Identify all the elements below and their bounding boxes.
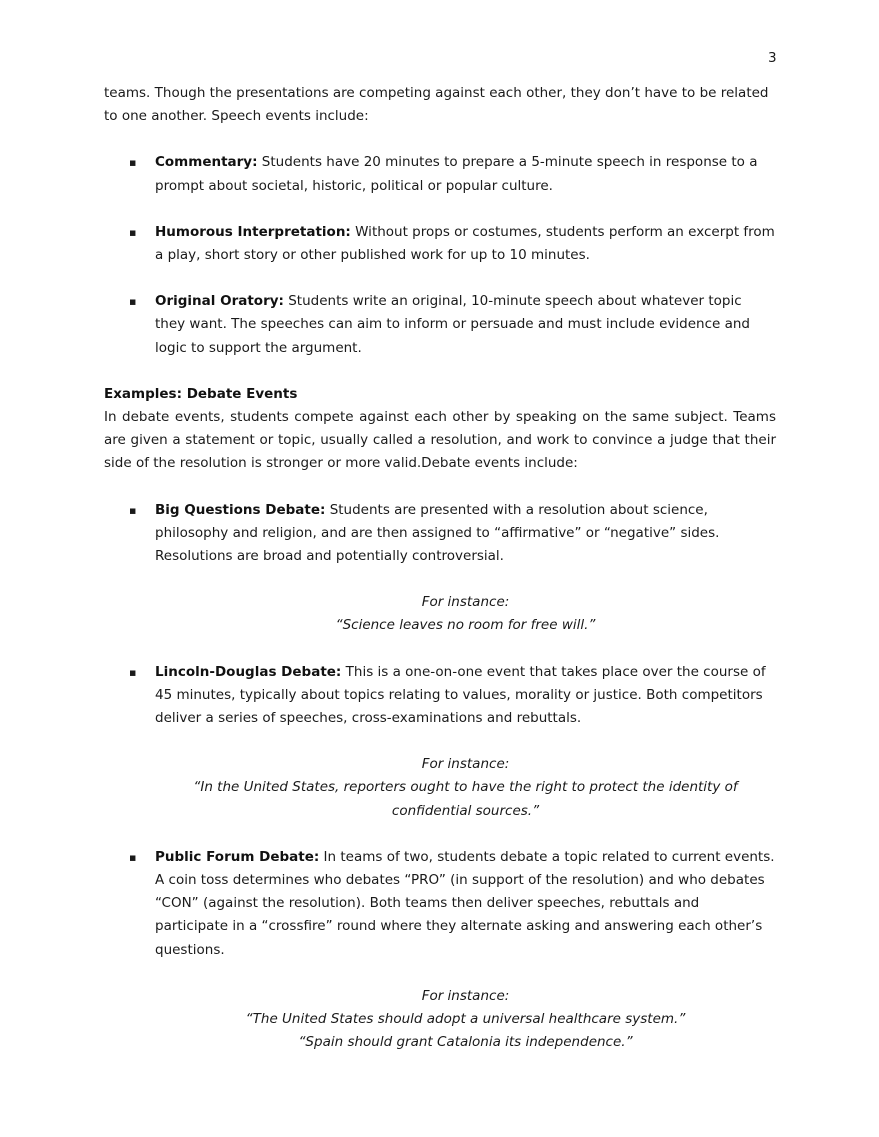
instance-quote: “The United States should adopt a universal healthcare system.” bbox=[245, 1011, 686, 1028]
list-item bbox=[104, 290, 776, 360]
debate-section bbox=[104, 383, 776, 476]
debate-intro-paragraph: In debate events, students compete against each other by speaking on the same subject. Teams are given a statement or topic, usually called a resolution, and work to convince a judge that their side of the resolution is stronger or more valid.Debate events include: bbox=[104, 409, 776, 472]
bullet-icon: ▪ bbox=[129, 503, 137, 517]
instance-quote: “Science leaves no room for free will.” bbox=[335, 617, 596, 634]
debate-events-list bbox=[104, 499, 776, 569]
event-description: Students are presented with a resolution about science, philosophy and religion, and are then assigned to “affirmative” or “negative” sides. Resolutions are broad and potentially controversial. bbox=[155, 501, 720, 565]
bullet-icon: ▪ bbox=[129, 156, 137, 170]
debate-events-list bbox=[104, 661, 776, 731]
list-item bbox=[104, 221, 776, 267]
instance-quote: “In the United States, reporters ought to have the right to protect the identity of confidential sources.” bbox=[193, 779, 738, 819]
list-item bbox=[104, 846, 776, 962]
instance-block bbox=[104, 753, 776, 823]
event-description: This is a one-on-one event that takes place over the course of 45 minutes, typically about topics relating to values, morality or justice. Both competitors deliver a series of speeches, cross-examinations and rebuttals. bbox=[155, 663, 766, 727]
speech-events-list bbox=[104, 151, 776, 359]
event-description: In teams of two, students debate a topic related to current events. A coin toss determines who debates “PRO” (in support of the resolution) and who debates “CON” (against the resolution). Both teams then deliver speeches, rebuttals and participate in a “crossfire” round where they alternate asking and answering each other’s questions. bbox=[155, 848, 775, 958]
event-description: Students have 20 minutes to prepare a 5-minute speech in response to a prompt about societal, historic, political or popular culture. bbox=[155, 154, 758, 194]
section-heading: Examples: Debate Events bbox=[104, 385, 298, 402]
document-body bbox=[104, 82, 776, 1078]
page-number: 3 bbox=[768, 50, 777, 66]
debate-events-list bbox=[104, 846, 776, 962]
instance-block bbox=[104, 591, 776, 637]
event-term: Humorous Interpretation: bbox=[155, 223, 351, 240]
event-description: Students write an original, 10-minute speech about whatever topic they want. The speeches can aim to inform or persuade and must include evidence and logic to support the argument. bbox=[155, 293, 750, 356]
instance-label: For instance: bbox=[421, 594, 510, 611]
event-description: Without props or costumes, students perform an excerpt from a play, short story or other published work for up to 10 minutes. bbox=[155, 223, 775, 264]
event-term: Big Questions Debate: bbox=[155, 501, 326, 518]
event-term: Public Forum Debate: bbox=[155, 848, 320, 865]
bullet-icon: ▪ bbox=[129, 225, 137, 239]
bullet-icon: ▪ bbox=[129, 850, 137, 864]
event-term: Lincoln-Douglas Debate: bbox=[155, 663, 342, 680]
instance-block bbox=[104, 985, 776, 1055]
bullet-icon: ▪ bbox=[129, 665, 137, 679]
event-term: Original Oratory: bbox=[155, 293, 284, 310]
list-item bbox=[104, 151, 776, 197]
instance-label: For instance: bbox=[421, 987, 510, 1004]
bullet-icon: ▪ bbox=[129, 295, 137, 309]
instance-quote: “Spain should grant Catalonia its independence.” bbox=[298, 1034, 633, 1051]
list-item bbox=[104, 661, 776, 731]
event-term: Commentary: bbox=[155, 154, 258, 171]
intro-paragraph: teams. Though the presentations are competing against each other, they don’t have to be related to one another. Speech events include: bbox=[104, 85, 769, 125]
list-item bbox=[104, 499, 776, 569]
instance-label: For instance: bbox=[421, 756, 510, 773]
